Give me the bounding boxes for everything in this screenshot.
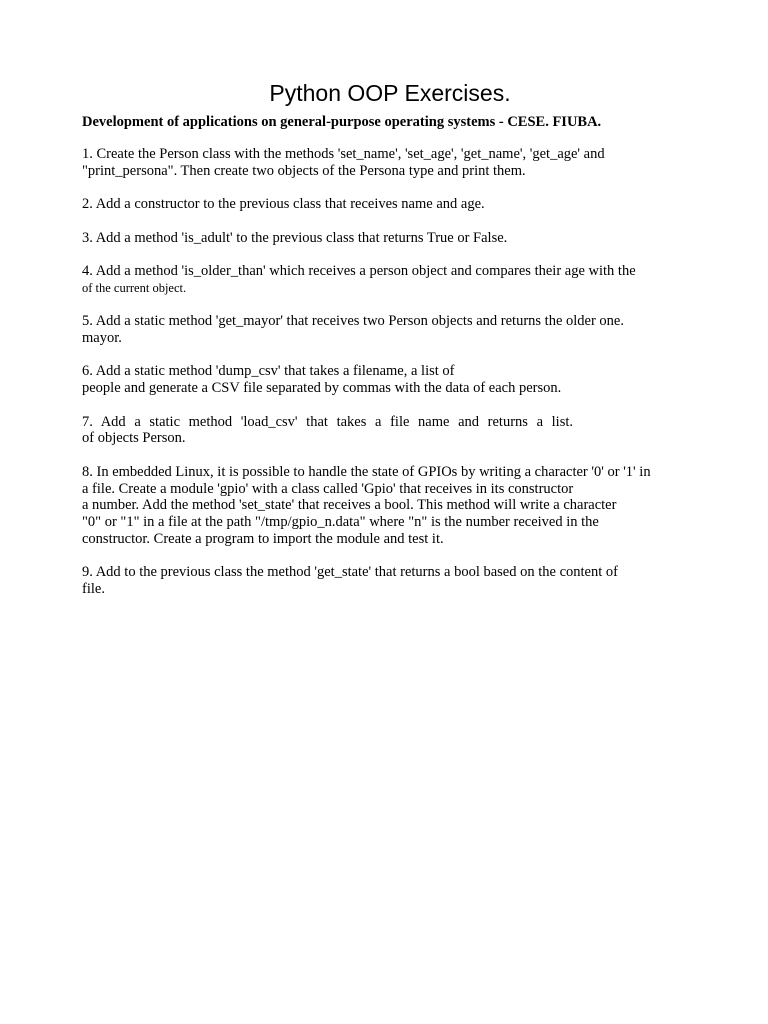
exercise-text-line: 9. Add to the previous class the method 'get_state' that returns a bool based on the content of <box>82 564 618 581</box>
exercise-item-6 <box>82 363 682 397</box>
exercise-text-line: "0" or "1" in a file at the path "/tmp/gpio_n.data" where "n" is the number received in the <box>82 514 599 531</box>
exercise-text-line: "print_persona". Then create two objects of the Persona type and print them. <box>82 162 526 179</box>
exercise-text-line: 6. Add a static method 'dump_csv' that takes a filename, a list of <box>82 363 455 380</box>
exercise-text-line: 2. Add a constructor to the previous class that receives name and age. <box>82 196 485 213</box>
exercise-text-line: 5. Add a static method 'get_mayor' that receives two Person objects and returns the older one. <box>82 313 624 330</box>
exercise-item-7 <box>82 414 682 448</box>
exercise-text-line: 3. Add a method 'is_adult' to the previous class that returns True or False. <box>82 229 508 246</box>
document-title: Python OOP Exercises. <box>269 80 511 106</box>
exercise-text-line: file. <box>82 581 105 598</box>
exercise-item-2 <box>82 196 682 213</box>
exercise-item-3 <box>82 230 682 247</box>
exercise-text-line: 8. In embedded Linux, it is possible to handle the state of GPIOs by writing a character '0' or '1' in <box>82 463 651 480</box>
exercise-item-4 <box>82 263 682 297</box>
exercise-text-line: 7. Add a static method 'load_csv' that takes a file name and returns a list. <box>82 413 573 430</box>
exercise-text-line: a number. Add the method 'set_state' that receives a bool. This method will write a character <box>82 497 617 514</box>
exercise-item-5 <box>82 313 682 347</box>
exercise-text-line: 1. Create the Person class with the methods 'set_name', 'set_age', 'get_name', 'get_age' and <box>82 146 605 162</box>
exercise-text-line: of objects Person. <box>82 430 186 447</box>
exercise-text-line: people and generate a CSV file separated by commas with the data of each person. <box>82 380 562 397</box>
exercise-item-8 <box>82 464 682 548</box>
document-subtitle: Development of applications on general-purpose operating systems - CESE. FIUBA. <box>82 114 602 130</box>
exercise-item-1 <box>82 146 682 180</box>
exercise-list <box>82 146 682 614</box>
exercise-item-9 <box>82 564 682 598</box>
exercise-text-line: mayor. <box>82 329 122 346</box>
exercise-text-line: a file. Create a module 'gpio' with a class called 'Gpio' that receives in its constructor <box>82 480 574 497</box>
exercise-text-line: 4. Add a method 'is_older_than' which receives a person object and compares their age with the <box>82 262 636 279</box>
exercise-text-line: of the current object. <box>82 280 187 295</box>
exercise-text-line: constructor. Create a program to import the module and test it. <box>82 530 444 547</box>
